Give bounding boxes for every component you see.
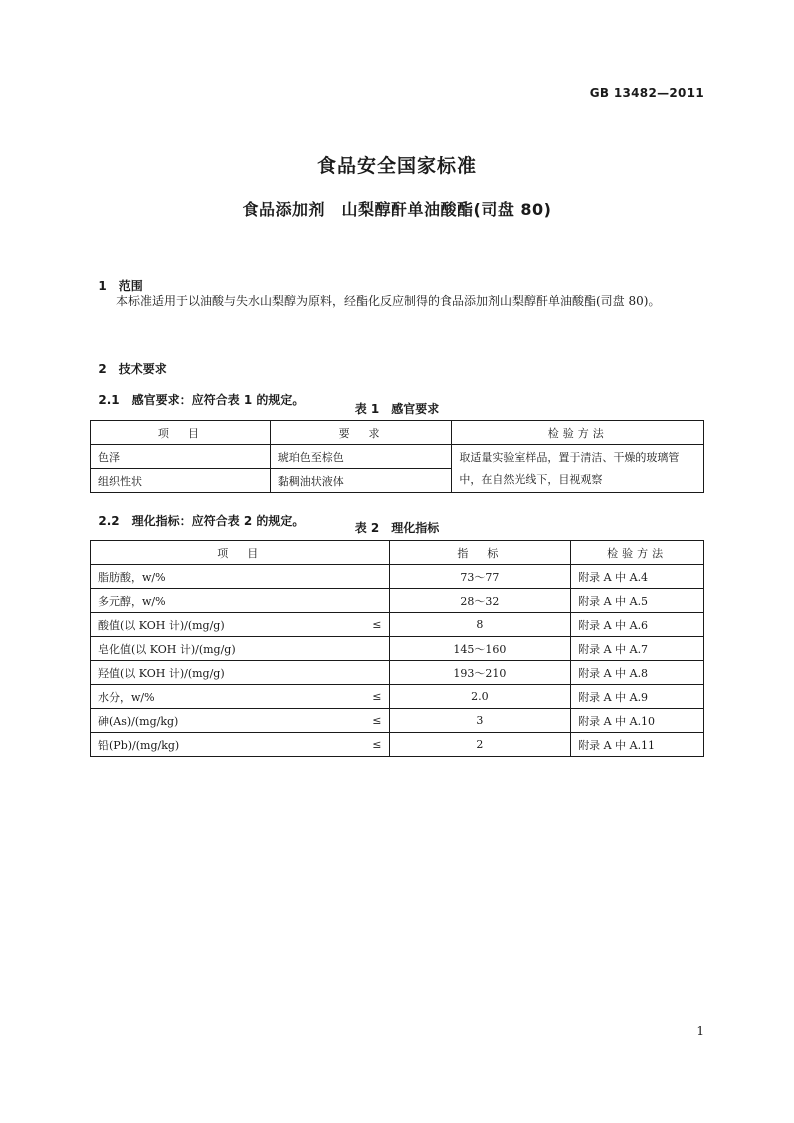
item-label: 多元醇，w/% bbox=[98, 594, 166, 608]
value-cell: 2 bbox=[389, 733, 571, 757]
table-row bbox=[91, 637, 704, 661]
document-title: 食品安全国家标准 bbox=[316, 155, 477, 177]
method-cell: 附录 A 中 A.5 bbox=[571, 589, 704, 613]
item-cell bbox=[91, 565, 390, 589]
comparison-symbol: ≤ bbox=[372, 618, 382, 631]
requirement-cell: 琥珀色至棕色 bbox=[270, 445, 452, 469]
document-subtitle: 食品添加剂 山梨醇酐单油酸酯(司盘 80) bbox=[242, 200, 552, 219]
section-title: 范围 bbox=[118, 279, 143, 293]
section-2-heading bbox=[90, 346, 167, 377]
page-number: 1 bbox=[696, 1024, 704, 1038]
subsection-text: 感官要求：应符合表 1 的规定。 bbox=[131, 393, 305, 407]
comparison-symbol: ≤ bbox=[372, 738, 382, 751]
value-cell: 28～32 bbox=[389, 589, 571, 613]
item-cell bbox=[91, 733, 390, 757]
table-2-caption: 表 2 理化指标 bbox=[354, 521, 440, 535]
subsection-text: 理化指标：应符合表 2 的规定。 bbox=[131, 514, 305, 528]
scope-text: 本标准适用于以油酸与失水山梨醇为原料，经酯化反应制得的食品添加剂山梨醇酐单油酸酯(司盘 80)。 bbox=[116, 294, 661, 308]
section-number: 1 bbox=[98, 279, 107, 293]
item-cell bbox=[91, 637, 390, 661]
column-header: 要 求 bbox=[270, 421, 452, 445]
item-label: 铅(Pb)/(mg/kg) bbox=[98, 738, 180, 752]
column-header: 检验方法 bbox=[452, 421, 704, 445]
method-cell: 附录 A 中 A.10 bbox=[571, 709, 704, 733]
comparison-symbol: ≤ bbox=[372, 690, 382, 703]
value-cell: 3 bbox=[389, 709, 571, 733]
item-label: 羟值(以 KOH 计)/(mg/g) bbox=[98, 666, 225, 680]
table-2-physicochemical bbox=[90, 540, 704, 757]
table-row bbox=[91, 709, 704, 733]
method-cell: 附录 A 中 A.8 bbox=[571, 661, 704, 685]
item-label: 砷(As)/(mg/kg) bbox=[98, 714, 179, 728]
comparison-symbol: ≤ bbox=[372, 714, 382, 727]
table-row bbox=[91, 613, 704, 637]
item-label: 水分，w/% bbox=[98, 690, 155, 704]
value-cell: 145～160 bbox=[389, 637, 571, 661]
subsection-number: 2.2 bbox=[98, 514, 120, 528]
item-label: 酸值(以 KOH 计)/(mg/g) bbox=[98, 618, 225, 632]
item-cell: 组织性状 bbox=[91, 469, 271, 493]
table-1-sensory bbox=[90, 420, 704, 493]
table-row bbox=[91, 589, 704, 613]
item-label: 皂化值(以 KOH 计)/(mg/g) bbox=[98, 642, 236, 656]
requirement-cell: 黏稠油状液体 bbox=[270, 469, 452, 493]
table-header-row bbox=[91, 421, 704, 445]
column-header: 检验方法 bbox=[571, 541, 704, 565]
table-1-caption: 表 1 感官要求 bbox=[354, 402, 440, 416]
section-title: 技术要求 bbox=[118, 362, 167, 376]
value-cell: 2.0 bbox=[389, 685, 571, 709]
item-cell: 色泽 bbox=[91, 445, 271, 469]
value-cell: 193～210 bbox=[389, 661, 571, 685]
method-cell: 附录 A 中 A.7 bbox=[571, 637, 704, 661]
method-cell: 取适量实验室样品，置于清洁、干燥的玻璃管中，在自然光线下，目视观察 bbox=[452, 445, 704, 493]
column-header: 项 目 bbox=[91, 421, 271, 445]
table-row bbox=[91, 565, 704, 589]
value-cell: 73～77 bbox=[389, 565, 571, 589]
column-header: 项 目 bbox=[91, 541, 390, 565]
method-cell: 附录 A 中 A.11 bbox=[571, 733, 704, 757]
table-row bbox=[91, 661, 704, 685]
table-row bbox=[91, 685, 704, 709]
column-header: 指 标 bbox=[389, 541, 571, 565]
item-cell bbox=[91, 685, 390, 709]
subsection-number: 2.1 bbox=[98, 393, 120, 407]
table-header-row bbox=[91, 541, 704, 565]
item-cell bbox=[91, 661, 390, 685]
item-cell bbox=[91, 709, 390, 733]
standard-code: GB 13482—2011 bbox=[589, 86, 704, 100]
table-row bbox=[91, 733, 704, 757]
method-cell: 附录 A 中 A.9 bbox=[571, 685, 704, 709]
item-label: 脂肪酸，w/% bbox=[98, 570, 166, 584]
scope-paragraph bbox=[90, 290, 704, 313]
item-cell bbox=[91, 589, 390, 613]
method-cell: 附录 A 中 A.4 bbox=[571, 565, 704, 589]
item-cell bbox=[91, 613, 390, 637]
value-cell: 8 bbox=[389, 613, 571, 637]
method-cell: 附录 A 中 A.6 bbox=[571, 613, 704, 637]
section-number: 2 bbox=[98, 362, 107, 376]
table-row bbox=[91, 445, 704, 469]
